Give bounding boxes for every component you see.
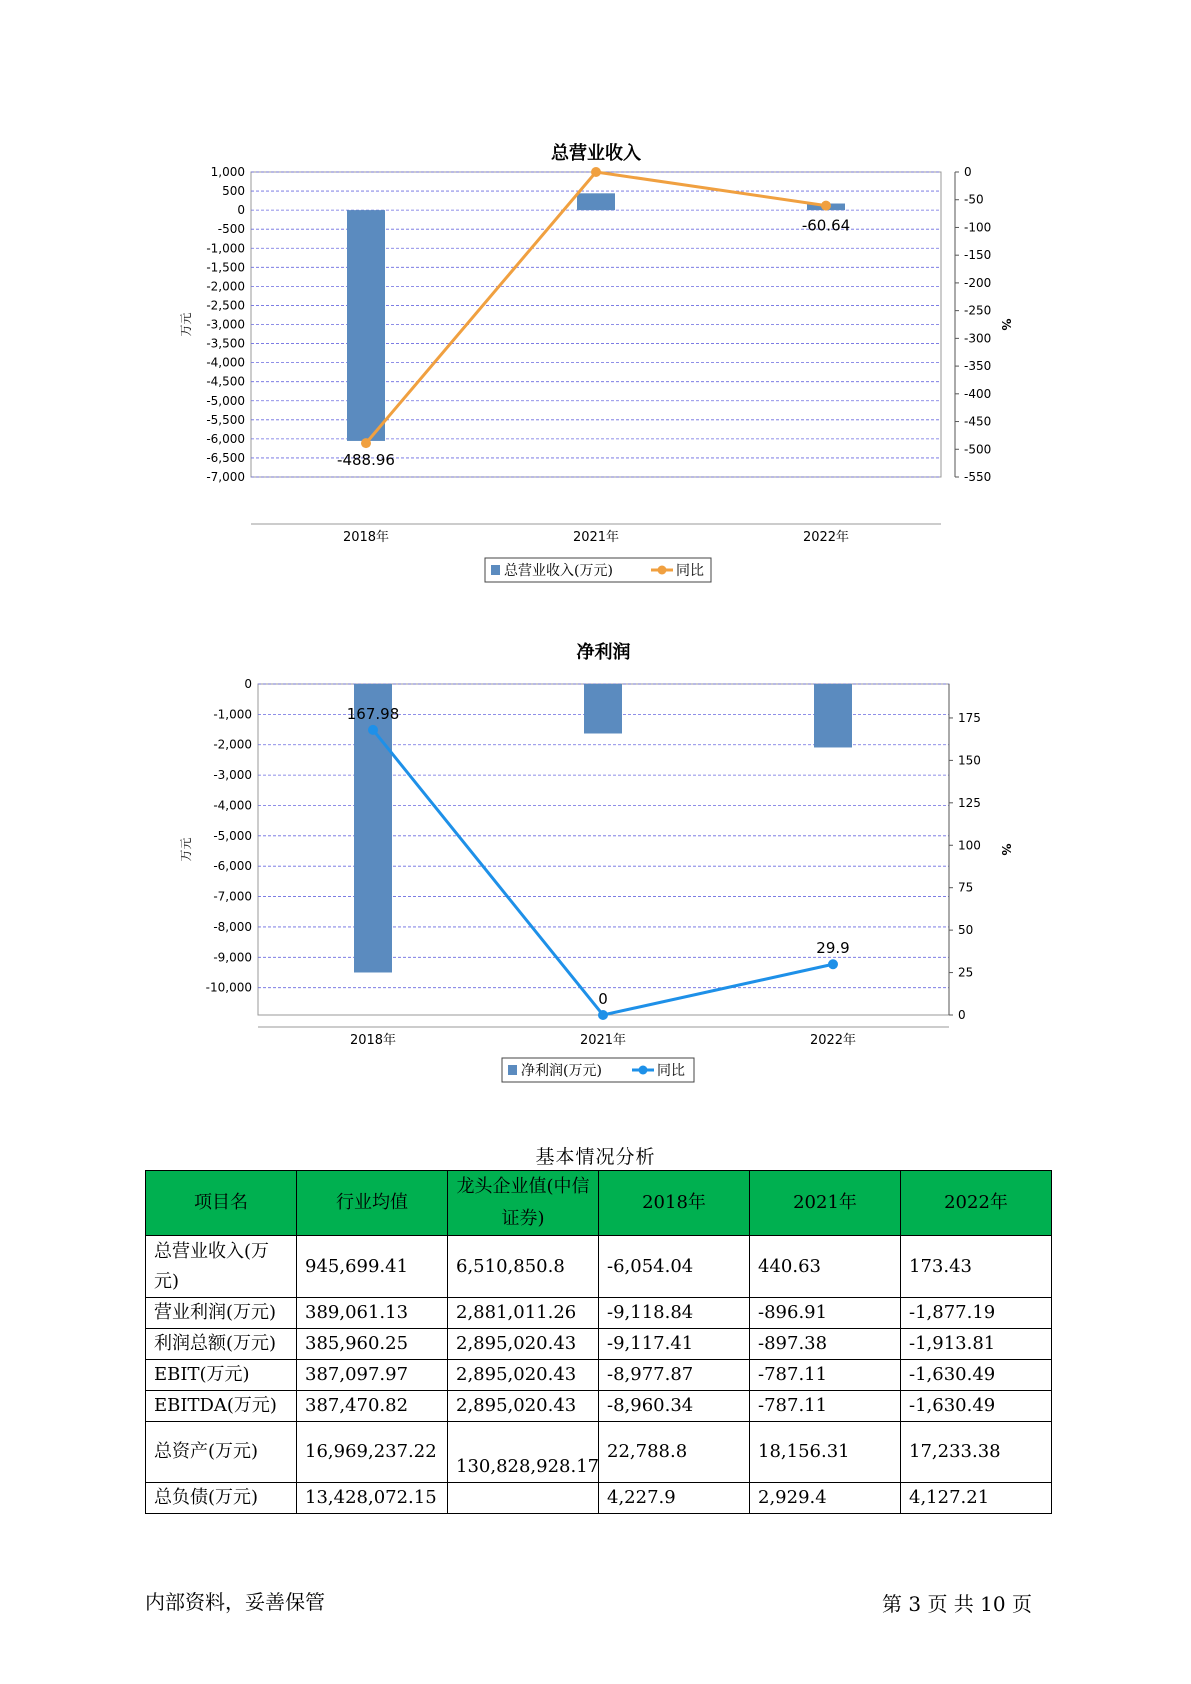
table-cell: 2,895,020.43	[448, 1360, 599, 1391]
y-tick-label: -2,000	[213, 737, 252, 752]
x-tick-label: 2018年	[349, 1033, 397, 1048]
table-row	[146, 1483, 1052, 1514]
row-label: 利润总额(万元)	[146, 1329, 297, 1360]
y-tick-label: -5,000	[213, 828, 252, 843]
legend-line-marker	[639, 1066, 648, 1075]
y-tick-label: -7,000	[206, 470, 245, 484]
footer-page-number: 第 3 页 共 10 页	[882, 1592, 1032, 1616]
table-cell: 16,969,237.22	[297, 1422, 448, 1483]
y2-tick-label: 150	[958, 753, 981, 768]
header-2018: 2018年	[599, 1171, 750, 1236]
y-axis-title: 万元	[179, 837, 193, 862]
y-tick-label: -8,000	[213, 919, 252, 934]
legend-line-label: 同比	[657, 1063, 685, 1079]
table-cell: -6,054.04	[599, 1236, 750, 1298]
y-tick-label: -5,500	[206, 412, 245, 427]
table-cell: 389,061.13	[297, 1298, 448, 1329]
y2-tick-label: 0	[964, 165, 972, 179]
y-tick-label: 500	[222, 184, 245, 199]
y-tick-label: -9,000	[213, 950, 252, 965]
table-cell: 173.43	[901, 1236, 1052, 1298]
data-label: -488.96	[337, 451, 395, 470]
table-cell: -1,630.49	[901, 1391, 1052, 1422]
header-industry-avg: 行业均值	[297, 1171, 448, 1236]
x-tick-label: 2021年	[572, 530, 620, 545]
table-cell: 385,960.25	[297, 1329, 448, 1360]
y-tick-label: -4,500	[206, 374, 245, 389]
table-cell: -1,630.49	[901, 1360, 1052, 1391]
table-cell: -9,118.84	[599, 1298, 750, 1329]
table-cell: 4,127.21	[901, 1483, 1052, 1514]
table-cell: -9,117.41	[599, 1329, 750, 1360]
table-caption: 基本情况分析	[535, 1146, 656, 1168]
y2-tick-label: -450	[964, 414, 992, 429]
table-cell: 22,788.8	[599, 1422, 750, 1483]
y-tick-label: -5,000	[206, 393, 245, 408]
y-tick-label: -6,500	[206, 450, 245, 465]
bar	[577, 193, 615, 210]
row-label: 总营业收入(万元)	[146, 1236, 297, 1298]
y-tick-label: -2,000	[206, 279, 245, 294]
table-cell: -8,960.34	[599, 1391, 750, 1422]
y-tick-label: -7,000	[213, 889, 252, 904]
y-tick-label: -500	[217, 222, 245, 237]
yoy-point	[361, 438, 371, 448]
table-cell: 6,510,850.8	[448, 1236, 599, 1298]
table-cell: 2,929.4	[750, 1483, 901, 1514]
x-tick-label: 2022年	[802, 530, 850, 545]
row-label: 营业利润(万元)	[146, 1298, 297, 1329]
net-profit-chart	[0, 635, 1191, 1095]
x-tick-label: 2022年	[809, 1033, 857, 1048]
y-tick-label: -10,000	[205, 980, 252, 995]
table-cell: -896.91	[750, 1298, 901, 1329]
y2-tick-label: -350	[964, 359, 992, 374]
y2-tick-label: 125	[958, 795, 981, 810]
y-tick-label: -4,000	[206, 355, 245, 370]
legend-bar-swatch	[491, 565, 500, 575]
table-cell	[448, 1483, 599, 1514]
table-cell: -787.11	[750, 1360, 901, 1391]
yoy-point	[598, 1010, 608, 1020]
table-row	[146, 1298, 1052, 1329]
yoy-point	[821, 201, 831, 211]
table-cell: 2,881,011.26	[448, 1298, 599, 1329]
row-label: EBITDA(万元)	[146, 1391, 297, 1422]
table-row	[146, 1391, 1052, 1422]
revenue-chart	[0, 135, 1191, 605]
y-tick-label: 1,000	[210, 165, 245, 179]
legend-bar-label: 净利润(万元)	[521, 1063, 602, 1079]
table-row	[146, 1329, 1052, 1360]
y2-tick-label: 0	[958, 1008, 966, 1022]
legend-line-label: 同比	[676, 563, 704, 579]
data-label: 0	[598, 990, 608, 1008]
table-row	[146, 1360, 1052, 1391]
analysis-table	[145, 1170, 1052, 1514]
data-label: 167.98	[346, 704, 400, 723]
table-cell: -1,913.81	[901, 1329, 1052, 1360]
table-cell: 18,156.31	[750, 1422, 901, 1483]
y-tick-label: -3,000	[213, 768, 252, 783]
y2-tick-label: -200	[964, 275, 992, 290]
table-cell: 2,895,020.43	[448, 1391, 599, 1422]
chart-title: 总营业收入	[551, 143, 641, 164]
table-row	[146, 1236, 1052, 1298]
y2-tick-label: -50	[964, 192, 984, 207]
header-2021: 2021年	[750, 1171, 901, 1236]
table-cell: -787.11	[750, 1391, 901, 1422]
y2-tick-label: -300	[964, 331, 992, 346]
y-tick-label: -6,000	[206, 431, 245, 446]
bar	[584, 684, 622, 733]
y2-tick-label: -400	[964, 386, 992, 401]
y-tick-label: -6,000	[213, 859, 252, 874]
data-label: 29.9	[816, 939, 850, 958]
y-tick-label: -1,500	[206, 260, 245, 275]
table-cell: 440.63	[750, 1236, 901, 1298]
data-label: -60.64	[801, 216, 851, 235]
header-item-name: 项目名	[146, 1171, 297, 1236]
yoy-point	[368, 725, 378, 735]
table-cell: 13,428,072.15	[297, 1483, 448, 1514]
table-cell: -8,977.87	[599, 1360, 750, 1391]
table-cell: 4,227.9	[599, 1483, 750, 1514]
y2-tick-label: -150	[964, 248, 992, 263]
y2-axis-title: %	[999, 843, 1013, 856]
table-cell: 387,097.97	[297, 1360, 448, 1391]
table-cell: 2,895,020.43	[448, 1329, 599, 1360]
table-cell: 17,233.38	[901, 1422, 1052, 1483]
bar	[347, 210, 385, 441]
table-header-row	[146, 1171, 1052, 1236]
chart-title: 净利润	[576, 642, 631, 663]
y2-tick-label: -250	[964, 303, 992, 318]
y2-axis-title: %	[999, 318, 1013, 331]
table-cell: 387,470.82	[297, 1391, 448, 1422]
yoy-point	[828, 959, 838, 969]
y-tick-label: -3,000	[206, 317, 245, 332]
y2-tick-label: 175	[958, 710, 981, 725]
y2-tick-label: 75	[958, 880, 974, 895]
y-tick-label: -1,000	[206, 241, 245, 256]
row-label: EBIT(万元)	[146, 1360, 297, 1391]
legend-bar-label: 总营业收入(万元)	[504, 563, 613, 579]
footer-confidential-note: 内部资料，妥善保管	[145, 1590, 325, 1614]
y-tick-label: -1,000	[213, 707, 252, 722]
table-cell: 130,828,928.17	[448, 1422, 599, 1483]
y-tick-label: 0	[244, 677, 252, 691]
y-tick-label: -3,500	[206, 336, 245, 351]
y-tick-label: 0	[237, 203, 245, 218]
y2-tick-label: 25	[958, 965, 974, 980]
header-2022: 2022年	[901, 1171, 1052, 1236]
table-cell: 945,699.41	[297, 1236, 448, 1298]
table-cell: -897.38	[750, 1329, 901, 1360]
row-label: 总负债(万元)	[146, 1483, 297, 1514]
yoy-point	[591, 167, 601, 177]
y2-tick-label: -500	[964, 442, 992, 457]
y-axis-title: 万元	[179, 312, 193, 337]
x-tick-label: 2018年	[342, 530, 390, 545]
y2-tick-label: -100	[964, 220, 992, 235]
bar	[814, 684, 852, 747]
x-tick-label: 2021年	[579, 1033, 627, 1048]
y-tick-label: -4,000	[213, 798, 252, 813]
y-tick-label: -2,500	[206, 298, 245, 313]
table-row	[146, 1422, 1052, 1483]
legend-bar-swatch	[508, 1065, 517, 1075]
table-cell: -1,877.19	[901, 1298, 1052, 1329]
y2-tick-label: 50	[958, 923, 974, 938]
y2-tick-label: -550	[964, 470, 992, 484]
y2-tick-label: 100	[958, 838, 981, 853]
legend-line-marker	[658, 566, 667, 575]
row-label: 总资产(万元)	[146, 1422, 297, 1483]
header-leader-value: 龙头企业值(中信证券)	[448, 1171, 599, 1236]
